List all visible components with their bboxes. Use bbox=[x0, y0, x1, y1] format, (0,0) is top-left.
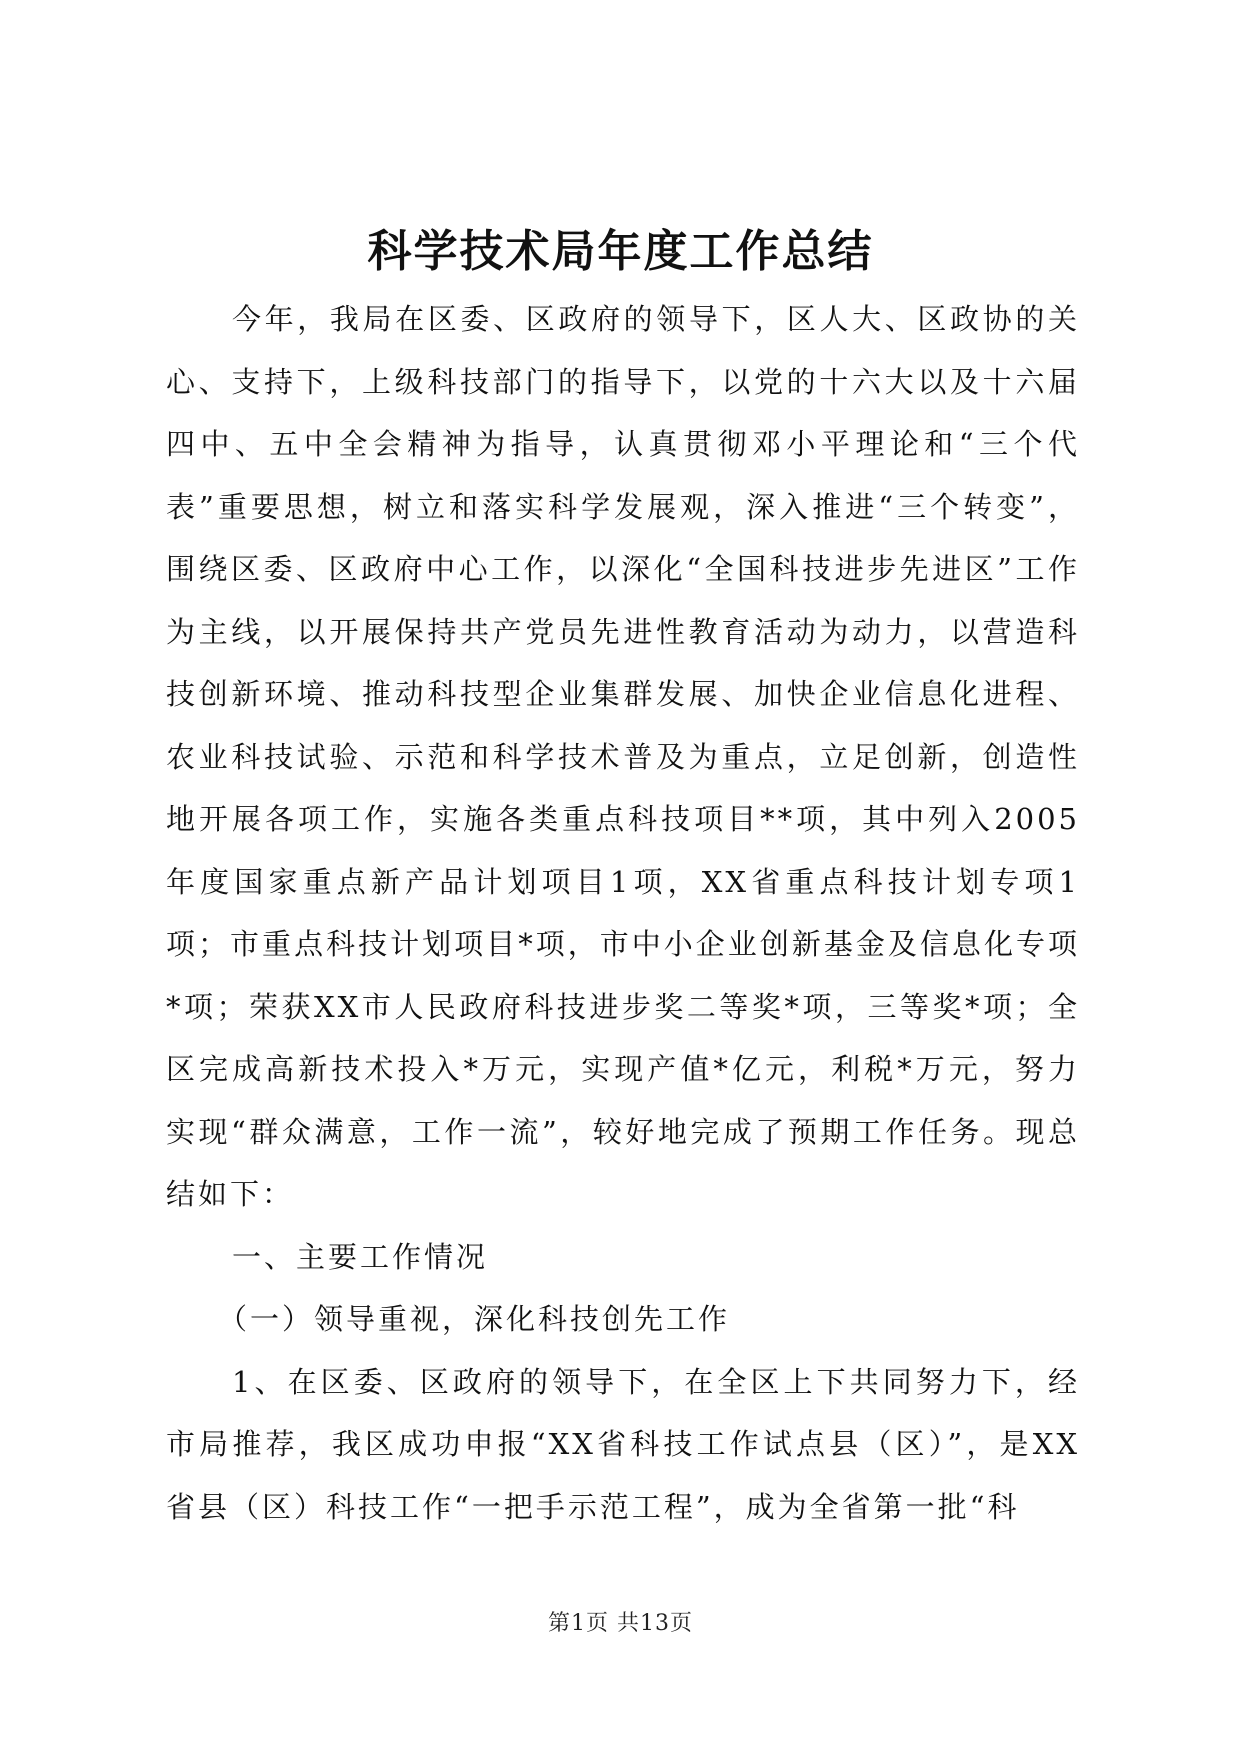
subsection-heading: （一）领导重视，深化科技创先工作 bbox=[218, 1302, 731, 1336]
document-title: 科学技术局年度工作总结 bbox=[367, 226, 874, 277]
document-body bbox=[166, 288, 1080, 1538]
intro-paragraph: 今年，我局在区委、区政府的领导下，区人大、区政协的关心、支持下，上级科技部门的指导下，以党的十六大以及十六届四中、五中全会精神为指导，认真贯彻邓小平理论和“三个代表”重要思想，树立和落实科学发展观，深入推进“三个转变”，围绕区委、区政府中心工作，以深化“全国科技进步先进区”工作为主线，以开展保持共产党员先进性教育活动为动力，以营造科技创新环境、推动科技型企业集群发展、加快企业信息化进程、农业科技试验、示范和科学技术普及为重点，立足创新，创造性地开展各项工作，实施各类重点科技项目**项，其中列入2005年度国家重点新产品计划项目1项，XX省重点科技计划专项1项；市重点科技计划项目*项，市中小企业创新基金及信息化专项*项；荣获XX市人民政府科技进步奖二等奖*项，三等奖*项；全区完成高新技术投入*万元，实现产值*亿元，利税*万元，努力实现“群众满意，工作一流”，较好地完成了预期工作任务。现总结如下： bbox=[166, 302, 1080, 1211]
item-paragraph: 1、在区委、区政府的领导下，在全区上下共同努力下，经市局推荐，我区成功申报“XX省科技工作试点县（区）”，是XX省县（区）科技工作“一把手示范工程”，成为全省第一批“科 bbox=[166, 1364, 1080, 1524]
section-heading: 一、主要工作情况 bbox=[232, 1239, 489, 1274]
page-number-footer: 第1页 共13页 bbox=[548, 1611, 693, 1636]
